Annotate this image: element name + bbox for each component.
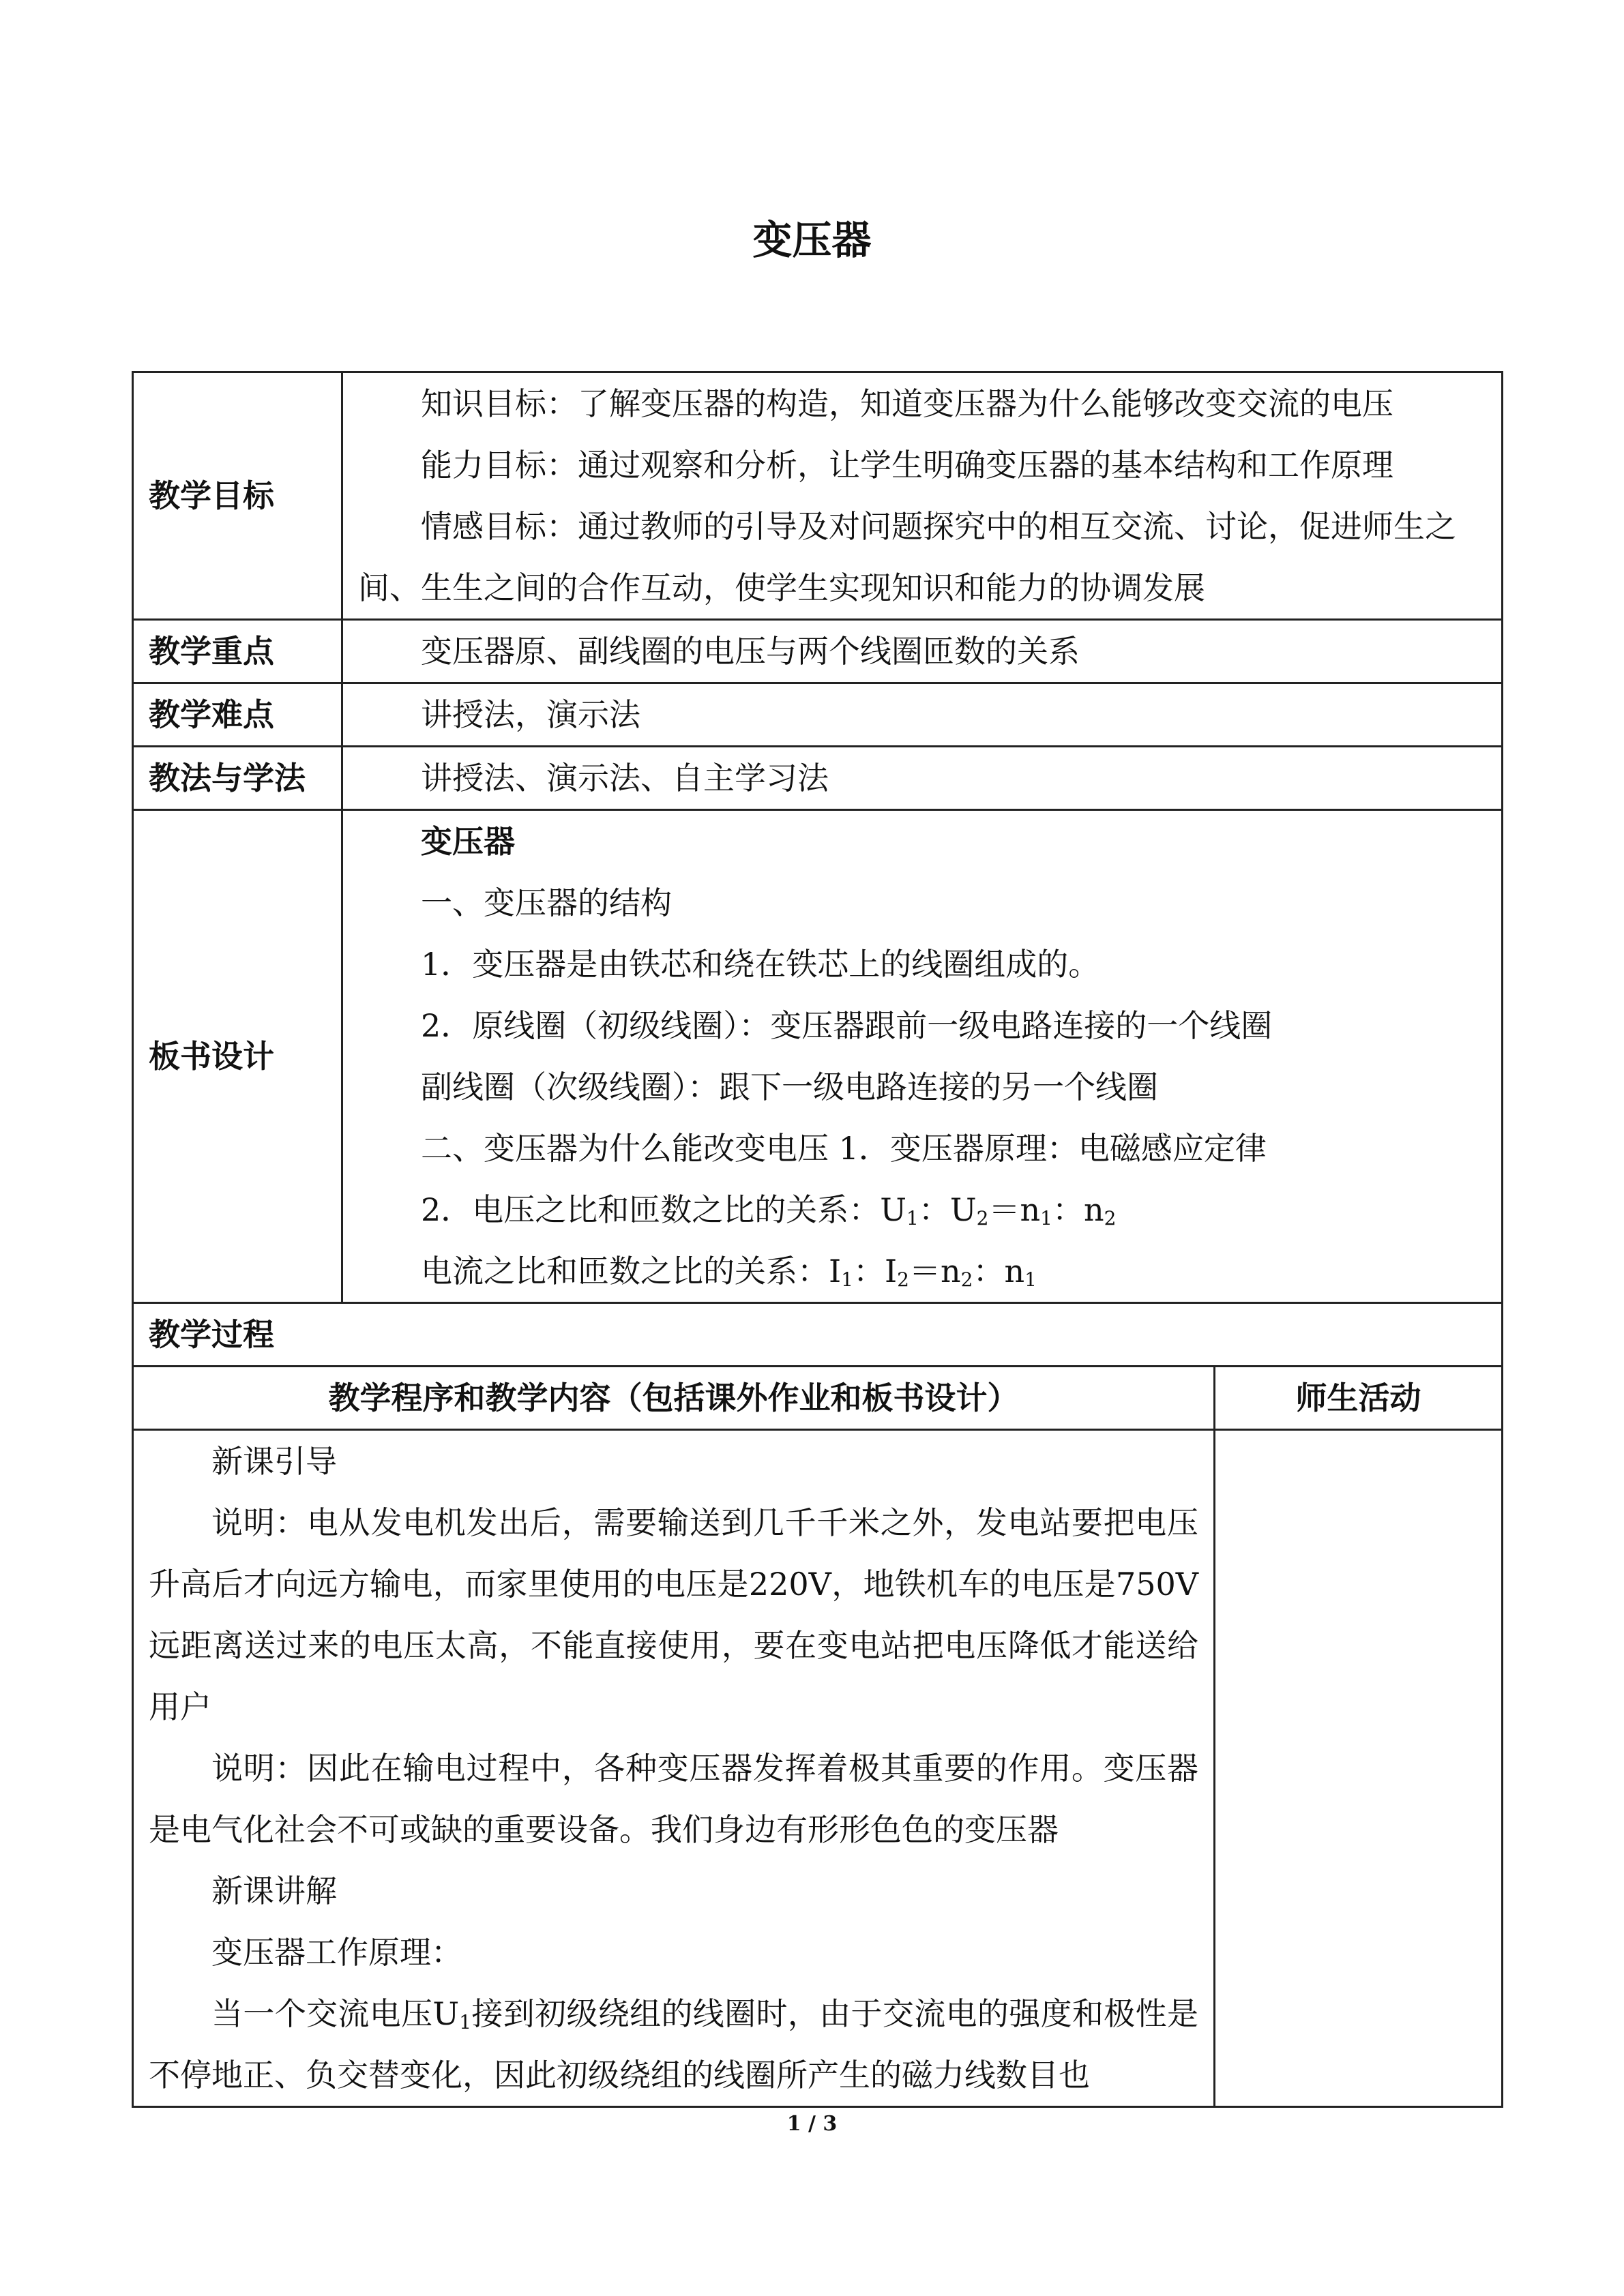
goals-label: 教学目标 — [133, 372, 342, 620]
goal-ability: 能力目标：通过观察和分析，让学生明确变压器的基本结构和工作原理 — [421, 447, 1393, 483]
process-p3: 说明：因此在输电过程中，各种变压器发挥着极其重要的作用。变压器是电气化社会不可或缺的重要设备。我们身边有形形色色的变压器 — [149, 1750, 1198, 1848]
methods-label: 教法与学法 — [133, 747, 342, 810]
page-number: 1 / 3 — [786, 2112, 838, 2136]
process-col-activity-header: 师生活动 — [1215, 1367, 1503, 1430]
methods-row — [133, 747, 1503, 810]
goal-emotion: 情感目标：通过教师的引导及对问题探究中的相互交流、讨论，促进师生之间、生生之间的合作互动，使学生实现知识和能力的协调发展 — [358, 508, 1456, 606]
process-p6: 当一个交流电压$U_1$接到初级绕组的线圈时，由于交流电的强度和极性是不停地正、负交替变化，因此初级绕组的线圈所产生的磁力线数目也 — [149, 1995, 1198, 2093]
goals-row — [133, 372, 1503, 620]
board-voltage-ratio: 2．电压之比和匝数之比的关系：$U_1$：$U_2=n_1$：$n_2$ — [421, 1191, 1117, 1229]
key-label: 教学重点 — [133, 620, 342, 683]
process-p1: 新课引导 — [211, 1443, 337, 1480]
difficulty-label: 教学难点 — [133, 683, 342, 747]
lesson-plan-table — [132, 371, 1503, 2108]
process-label-row — [133, 1303, 1503, 1367]
board-current-ratio: 电流之比和匝数之比的关系：$I_1$：$I_2=n_2$：$n_1$ — [421, 1253, 1037, 1291]
key-text: 变压器原、副线圈的电压与两个线圈匝数的关系 — [421, 633, 1080, 670]
board-label: 板书设计 — [133, 810, 342, 1303]
goal-knowledge: 知识目标：了解变压器的构造，知道变压器为什么能够改变交流的电压 — [421, 385, 1393, 422]
process-p2: 说明：电从发电机发出后，需要输送到几千千米之外，发电站要把电压升高后才向远方输电，而家里使用的电压是220V，地铁机车的电压是750V远距离送过来的电压太高，不能直接使用，要在变电站把电压降低才能送给用户 — [149, 1504, 1198, 1725]
goals-content — [342, 372, 1503, 620]
methods-text: 讲授法、演示法、自主学习法 — [421, 760, 829, 796]
board-line-2: 1．变压器是由铁芯和绕在铁芯上的线圈组成的。 — [421, 946, 1100, 983]
board-heading: 变压器 — [421, 823, 515, 860]
process-p4: 新课讲解 — [211, 1873, 337, 1909]
board-row — [133, 810, 1503, 1303]
process-label: 教学过程 — [133, 1303, 1503, 1367]
difficulty-row — [133, 683, 1503, 747]
board-line-4: 副线圈（次级线圈）：跟下一级电路连接的另一个线圈 — [421, 1069, 1158, 1105]
process-activity-cell — [1215, 1430, 1503, 2107]
process-body-row — [133, 1430, 1503, 2107]
process-header-row — [133, 1367, 1503, 1430]
board-content — [342, 810, 1503, 1303]
process-content — [133, 1430, 1215, 2107]
key-row — [133, 620, 1503, 683]
difficulty-text: 讲授法，演示法 — [421, 696, 640, 733]
board-line-3: 2．原线圈（初级线圈）：变压器跟前一级电路连接的一个线圈 — [421, 1007, 1273, 1044]
board-line-1: 一、变压器的结构 — [421, 884, 672, 921]
process-p5: 变压器工作原理： — [211, 1934, 462, 1971]
board-line-5: 二、变压器为什么能改变电压 1．变压器原理：电磁感应定律 — [421, 1130, 1267, 1167]
process-col-content-header: 教学程序和教学内容（包括课外作业和板书设计） — [133, 1367, 1215, 1430]
document-title: 变压器 — [752, 217, 872, 263]
